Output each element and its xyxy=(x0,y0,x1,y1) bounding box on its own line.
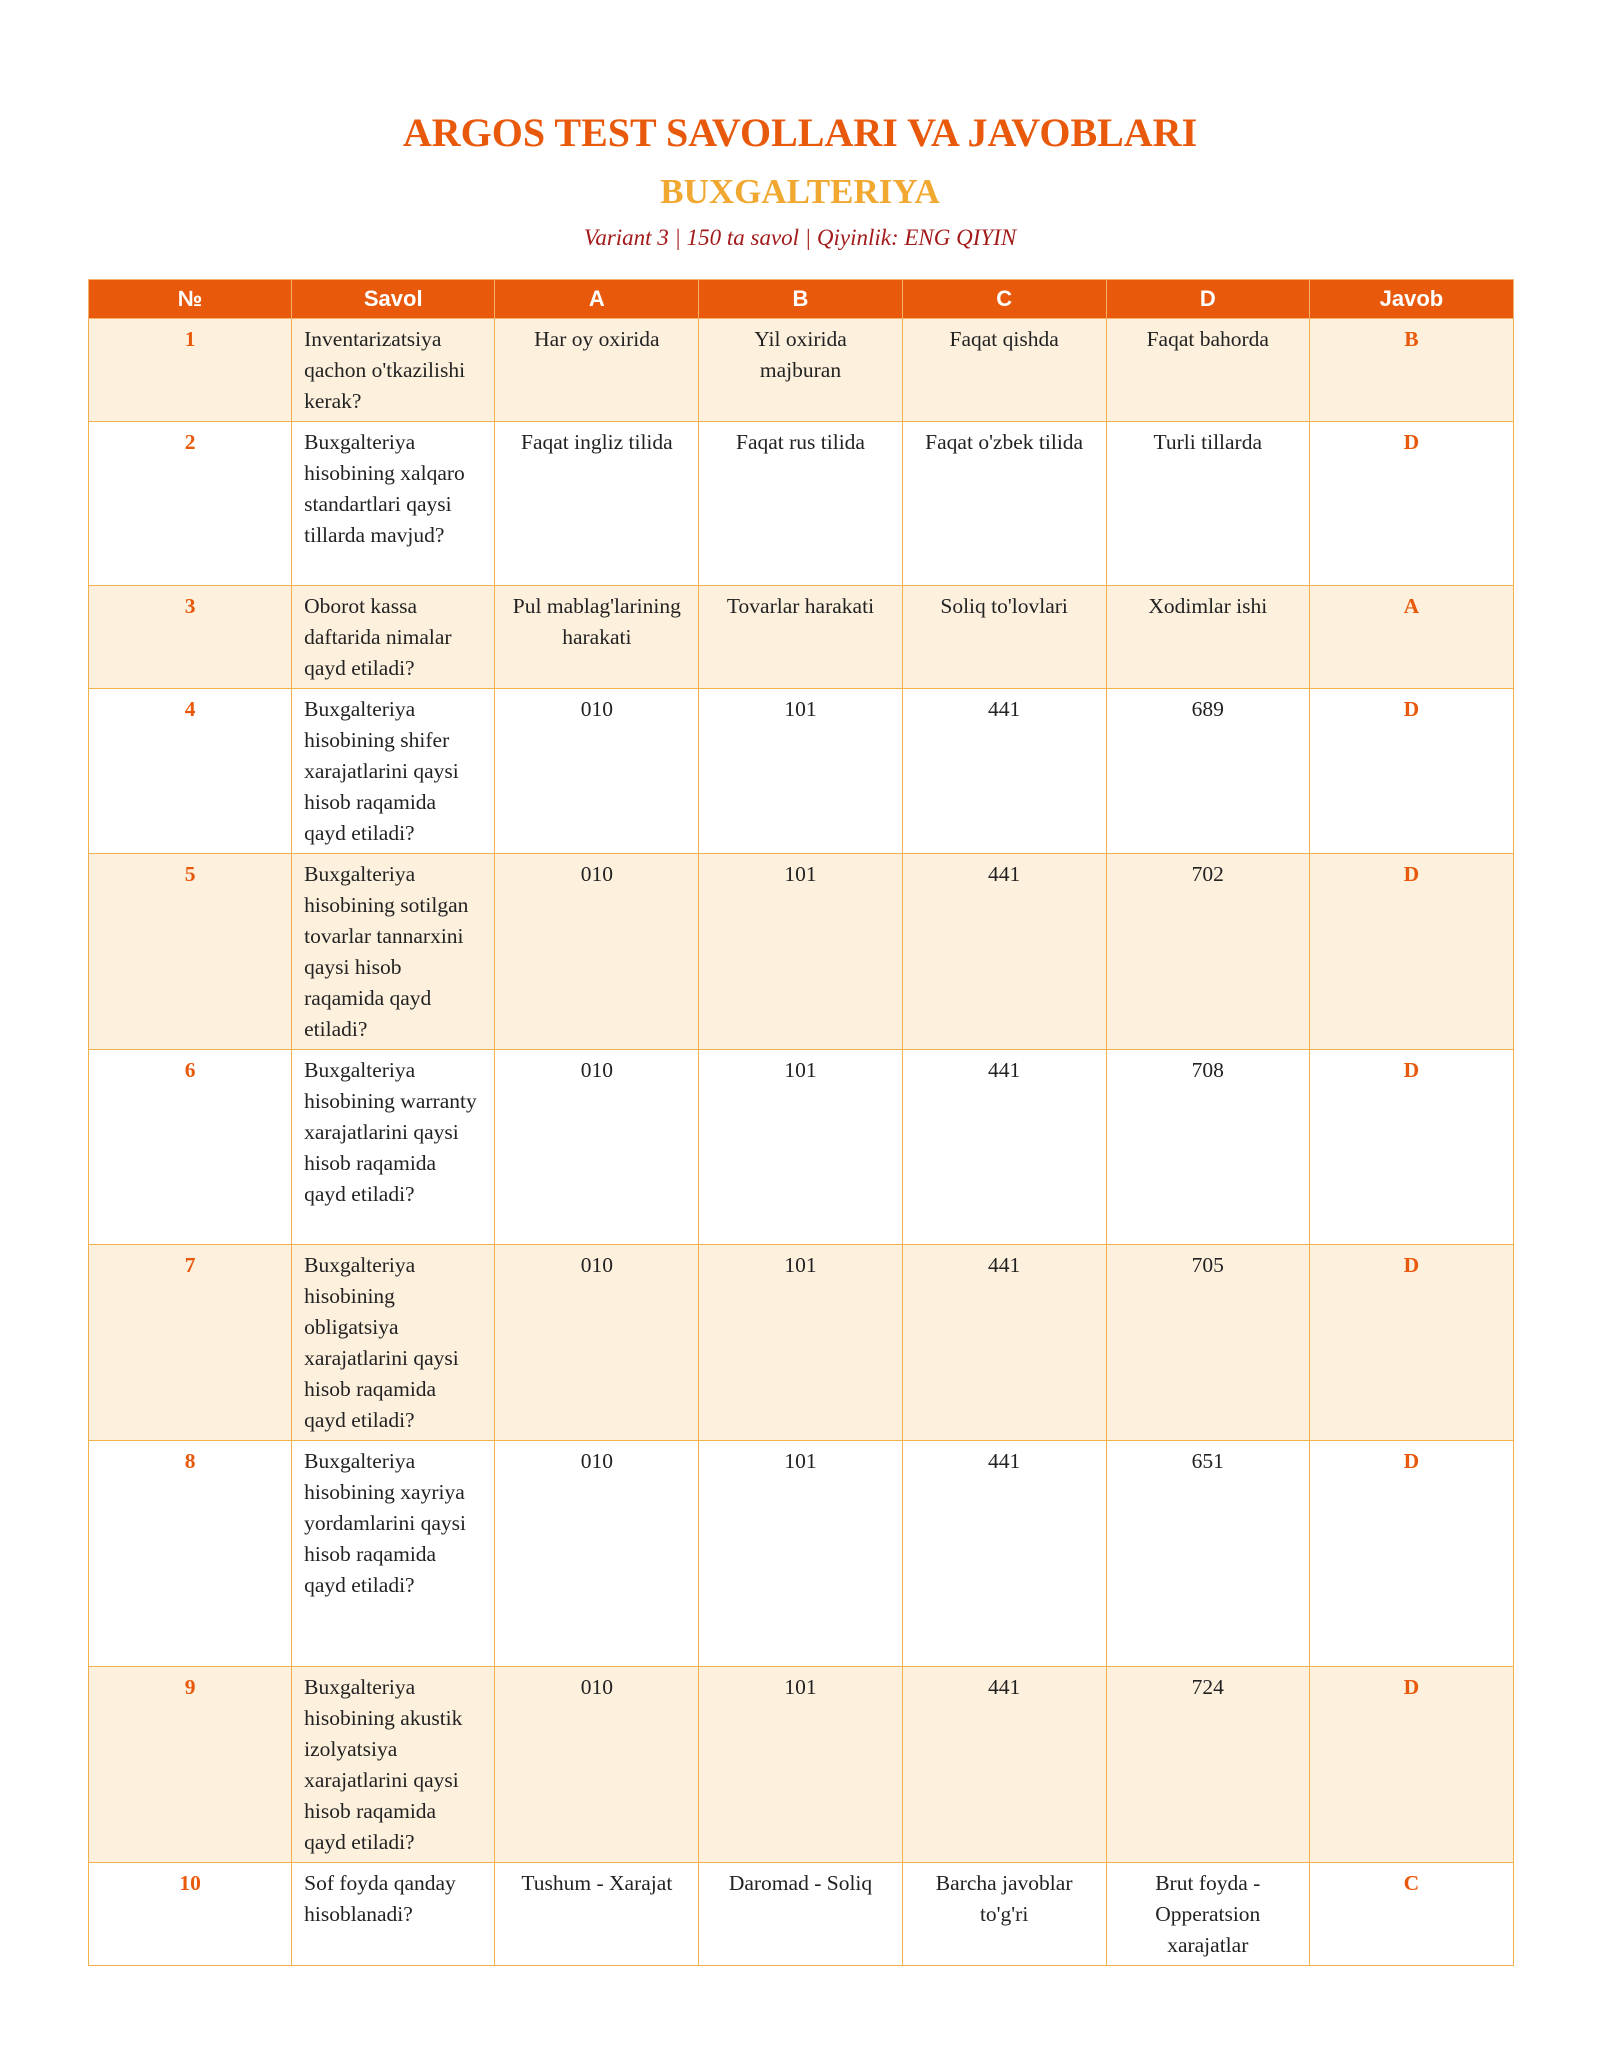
question-number: 1 xyxy=(89,319,292,422)
option-b: 101 xyxy=(699,1441,902,1667)
option-b: Yil oxirida majburan xyxy=(699,319,902,422)
column-header-javob: Javob xyxy=(1309,280,1513,319)
option-c: 441 xyxy=(902,689,1106,854)
table-header-row xyxy=(89,280,1514,319)
column-header-d: D xyxy=(1106,280,1309,319)
option-d: 724 xyxy=(1106,1667,1309,1863)
option-b: Daromad - Soliq xyxy=(699,1863,902,1966)
question-number: 3 xyxy=(89,586,292,689)
option-a: Faqat ingliz tilida xyxy=(495,422,699,586)
question-text: Buxgalteriya hisobining shifer xarajatlarini qaysi hisob raqamida qayd etiladi? xyxy=(292,689,495,854)
option-d: Brut foyda - Opperatsion xarajatlar xyxy=(1106,1863,1309,1966)
option-c: Faqat o'zbek tilida xyxy=(902,422,1106,586)
option-c: 441 xyxy=(902,1441,1106,1667)
option-a: Pul mablag'larining harakati xyxy=(495,586,699,689)
option-c: Soliq to'lovlari xyxy=(902,586,1106,689)
option-a: 010 xyxy=(495,1667,699,1863)
option-a: 010 xyxy=(495,1050,699,1245)
question-number: 6 xyxy=(89,1050,292,1245)
option-b: 101 xyxy=(699,1667,902,1863)
question-text: Buxgalteriya hisobining akustik izolyatsiya xarajatlarini qaysi hisob raqamida qayd etiladi? xyxy=(292,1667,495,1863)
option-a: 010 xyxy=(495,854,699,1050)
question-number: 2 xyxy=(89,422,292,586)
option-c: Faqat qishda xyxy=(902,319,1106,422)
option-d: 689 xyxy=(1106,689,1309,854)
option-c: 441 xyxy=(902,1667,1106,1863)
variant-info: Variant 3 | 150 ta savol | Qiyinlik: ENG QIYIN xyxy=(583,225,1017,250)
question-number: 4 xyxy=(89,689,292,854)
option-a: 010 xyxy=(495,689,699,854)
table-row xyxy=(89,854,1514,1050)
option-a: Har oy oxirida xyxy=(495,319,699,422)
question-text: Buxgalteriya hisobining sotilgan tovarlar tannarxini qaysi hisob raqamida qayd etiladi? xyxy=(292,854,495,1050)
question-number: 5 xyxy=(89,854,292,1050)
option-c: 441 xyxy=(902,1245,1106,1441)
option-c: 441 xyxy=(902,854,1106,1050)
option-b: 101 xyxy=(699,1245,902,1441)
table-row xyxy=(89,1245,1514,1441)
question-number: 7 xyxy=(89,1245,292,1441)
option-d: Faqat bahorda xyxy=(1106,319,1309,422)
table-row xyxy=(89,1863,1514,1966)
option-d: 702 xyxy=(1106,854,1309,1050)
option-d: Turli tillarda xyxy=(1106,422,1309,586)
question-text: Buxgalteriya hisobining obligatsiya xarajatlarini qaysi hisob raqamida qayd etiladi? xyxy=(292,1245,495,1441)
column-header-b: B xyxy=(699,280,902,319)
table-row xyxy=(89,1667,1514,1863)
question-text: Inventarizatsiya qachon o'tkazilishi kerak? xyxy=(292,319,495,422)
table-row xyxy=(89,319,1514,422)
option-c: 441 xyxy=(902,1050,1106,1245)
option-b: Faqat rus tilida xyxy=(699,422,902,586)
document-page xyxy=(88,105,1512,1957)
question-text: Sof foyda qanday hisoblanadi? xyxy=(292,1863,495,1966)
option-d: 708 xyxy=(1106,1050,1309,1245)
correct-answer: D xyxy=(1309,1050,1513,1245)
correct-answer: D xyxy=(1309,854,1513,1050)
question-text: Oborot kassa daftarida nimalar qayd etiladi? xyxy=(292,586,495,689)
correct-answer: D xyxy=(1309,422,1513,586)
question-text: Buxgalteriya hisobining warranty xarajatlarini qaysi hisob raqamida qayd etiladi? xyxy=(292,1050,495,1245)
table-row xyxy=(89,422,1514,586)
correct-answer: D xyxy=(1309,689,1513,854)
table-row xyxy=(89,689,1514,854)
option-d: 705 xyxy=(1106,1245,1309,1441)
page-title: ARGOS TEST SAVOLLARI VA JAVOBLARI xyxy=(402,110,1198,155)
column-header-savol: Savol xyxy=(292,280,495,319)
column-header-c: C xyxy=(902,280,1106,319)
correct-answer: A xyxy=(1309,586,1513,689)
option-b: 101 xyxy=(699,854,902,1050)
correct-answer: D xyxy=(1309,1245,1513,1441)
option-b: Tovarlar harakati xyxy=(699,586,902,689)
question-number: 9 xyxy=(89,1667,292,1863)
option-d: Xodimlar ishi xyxy=(1106,586,1309,689)
option-d: 651 xyxy=(1106,1441,1309,1667)
table-row xyxy=(89,586,1514,689)
correct-answer: B xyxy=(1309,319,1513,422)
column-header-number: № xyxy=(89,280,292,319)
question-number: 8 xyxy=(89,1441,292,1667)
option-b: 101 xyxy=(699,1050,902,1245)
option-a: 010 xyxy=(495,1441,699,1667)
option-b: 101 xyxy=(699,689,902,854)
correct-answer: D xyxy=(1309,1667,1513,1863)
table-row xyxy=(89,1050,1514,1245)
questions-table xyxy=(88,279,1514,1966)
correct-answer: C xyxy=(1309,1863,1513,1966)
column-header-a: A xyxy=(495,280,699,319)
question-number: 10 xyxy=(89,1863,292,1966)
question-text: Buxgalteriya hisobining xalqaro standartlari qaysi tillarda mavjud? xyxy=(292,422,495,586)
page-subtitle: BUXGALTERIYA xyxy=(660,172,940,211)
correct-answer: D xyxy=(1309,1441,1513,1667)
option-a: Tushum - Xarajat xyxy=(495,1863,699,1966)
table-row xyxy=(89,1441,1514,1667)
option-c: Barcha javoblar to'g'ri xyxy=(902,1863,1106,1966)
question-text: Buxgalteriya hisobining xayriya yordamlarini qaysi hisob raqamida qayd etiladi? xyxy=(292,1441,495,1667)
option-a: 010 xyxy=(495,1245,699,1441)
